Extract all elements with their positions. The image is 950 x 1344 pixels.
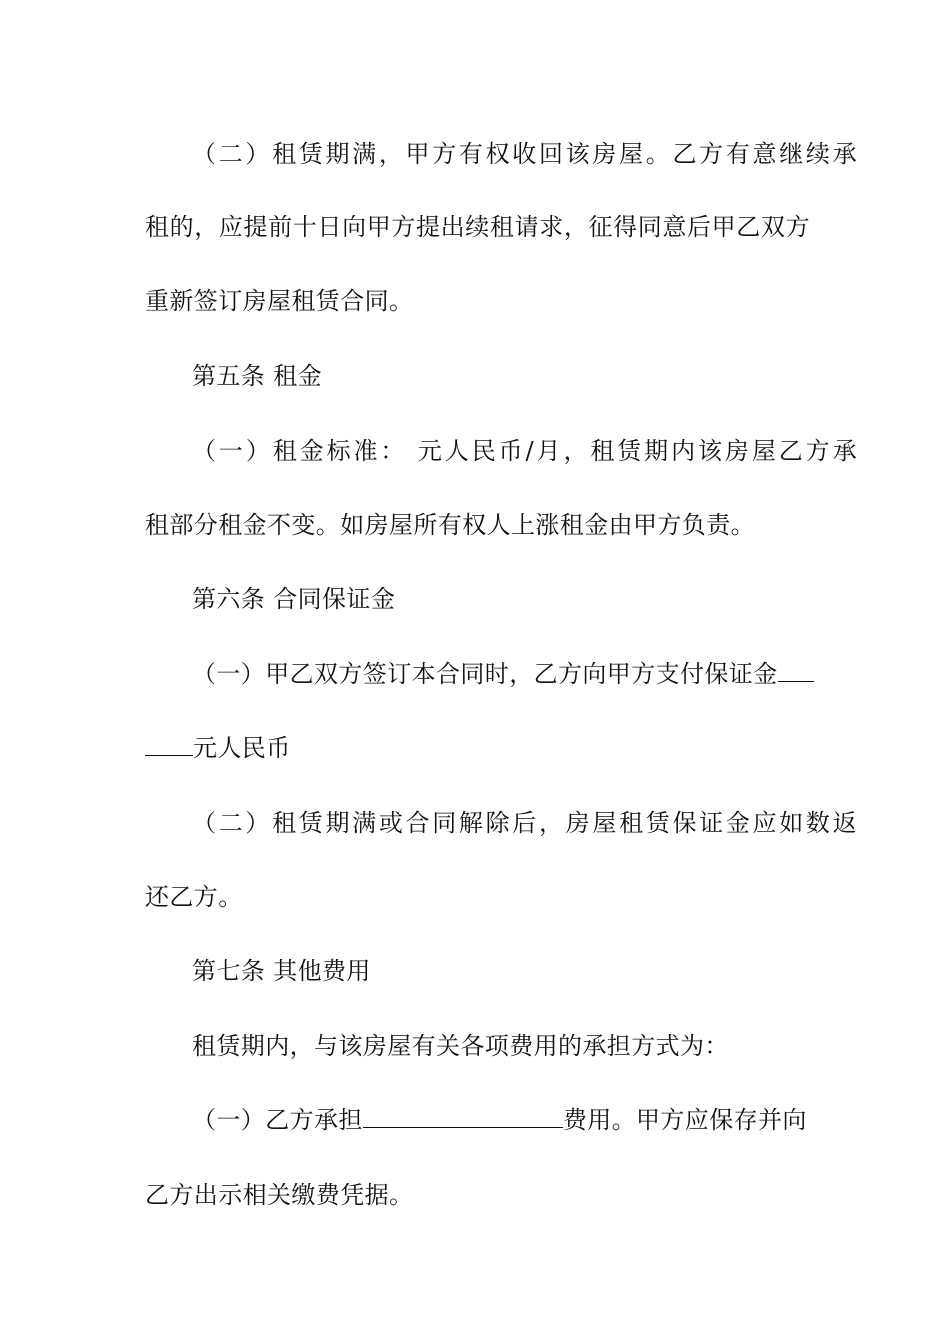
line-text: 元人民币 bbox=[193, 734, 291, 762]
fill-in-blank bbox=[363, 1105, 563, 1128]
line-text: 租赁期内，与该房屋有关各项费用的承担方式为： bbox=[192, 1032, 729, 1060]
paragraph-line bbox=[192, 139, 857, 169]
paragraph-line bbox=[192, 1031, 857, 1061]
line-text: 还乙方。 bbox=[145, 883, 243, 911]
fill-in-blank bbox=[145, 733, 193, 756]
paragraph-line bbox=[192, 808, 857, 838]
heading-text: 第七条 其他费用 bbox=[192, 957, 371, 985]
paragraph-line bbox=[192, 659, 857, 689]
line-text: （二）租赁期满或合同解除后，房屋租赁保证金应如数返 bbox=[192, 809, 857, 837]
line-text: （二）租赁期满，甲方有权收回该房屋。乙方有意继续承 bbox=[192, 140, 857, 168]
line-text: 租的，应提前十日向甲方提出续租请求，征得同意后甲乙双方 bbox=[145, 213, 810, 241]
paragraph-line bbox=[145, 1180, 810, 1210]
fill-in-blank bbox=[778, 659, 814, 682]
line-text: （一）甲乙双方签订本合同时，乙方向甲方支付保证金 bbox=[192, 660, 778, 688]
line-text: （一）租金标准： 元人民币/月，租赁期内该房屋乙方承 bbox=[192, 437, 857, 465]
paragraph-line bbox=[192, 436, 857, 466]
article-heading bbox=[192, 361, 857, 391]
paragraph-line bbox=[145, 212, 810, 242]
line-text: 乙方出示相关缴费凭据。 bbox=[145, 1181, 414, 1209]
paragraph-line bbox=[145, 882, 810, 912]
paragraph-line bbox=[145, 733, 810, 763]
line-text: 费用。甲方应保存并向 bbox=[562, 1106, 807, 1134]
line-text: 重新签订房屋租赁合同。 bbox=[145, 287, 414, 315]
heading-text: 第五条 租金 bbox=[192, 362, 323, 390]
line-text: （一）乙方承担 bbox=[192, 1106, 363, 1134]
line-text: 租部分租金不变。如房屋所有权人上涨租金由甲方负责。 bbox=[145, 511, 755, 539]
article-heading bbox=[192, 956, 857, 986]
paragraph-line bbox=[145, 510, 810, 540]
heading-text: 第六条 合同保证金 bbox=[192, 585, 396, 613]
paragraph-line bbox=[145, 286, 810, 316]
article-heading bbox=[192, 584, 857, 614]
paragraph-line bbox=[192, 1105, 857, 1135]
